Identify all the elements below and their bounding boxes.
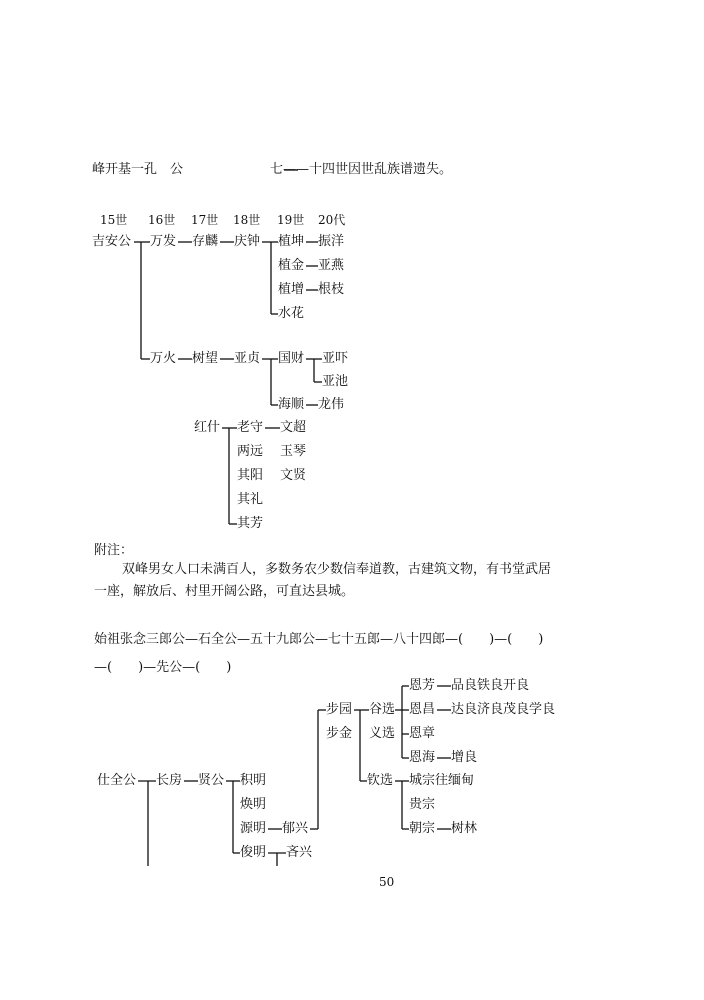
gen-header-18: 18世 bbox=[233, 213, 261, 227]
tree1-hongshi: 红什 bbox=[194, 420, 221, 435]
tree2-qin-kid-0: 城宗往缅甸 bbox=[409, 773, 475, 788]
tree2-xian-kid-2: 源明 bbox=[240, 821, 267, 836]
gen-header-20: 20代 bbox=[318, 213, 346, 227]
tree1-b2-g18: 亚贞 bbox=[234, 351, 261, 366]
tree2-changfang: 长房 bbox=[156, 773, 183, 788]
tree2-qin-kid-2: 朝宗 bbox=[409, 821, 436, 836]
tree2-junming-kid: 吝兴 bbox=[286, 845, 313, 860]
tree2-root: 仕全公 bbox=[97, 773, 137, 788]
tree1-hongshi-kid-4: 其芳 bbox=[237, 516, 264, 531]
tree1-b1-kid-2: 植增 bbox=[278, 282, 305, 297]
tree1-b1: 万发 bbox=[150, 234, 177, 249]
header-left: 峰开基一孔 公 bbox=[92, 162, 184, 177]
tree1-hongshi-grand-0: 文超 bbox=[280, 420, 307, 435]
tree2-en-kid-2: 恩章 bbox=[409, 726, 436, 741]
gen-header-19: 19世 bbox=[277, 213, 305, 227]
gen-header-15: 15世 bbox=[100, 213, 128, 227]
notes-text-line2: 一座，解放后、村里开阔公路，可直达县城。 bbox=[94, 584, 355, 599]
tree2-qinxuan: 钦选 bbox=[367, 773, 394, 788]
tree2-xian-kid-0: 积明 bbox=[240, 773, 267, 788]
tree2-xian-kid-3: 俊明 bbox=[240, 845, 267, 860]
lineage-line2: —( )—先公—( ) bbox=[94, 660, 232, 675]
tree1-b2-g17: 树望 bbox=[192, 351, 219, 366]
tree2-yixuan: 义选 bbox=[369, 726, 396, 741]
tree1-guocai-kid-1: 亚池 bbox=[322, 374, 349, 389]
tree2-enhai-kid: 增良 bbox=[451, 750, 478, 765]
tree2-enchang-kid: 达良济良茂良学良 bbox=[451, 702, 556, 717]
tree1-haishun-kid: 龙伟 bbox=[318, 397, 345, 412]
tree1-b2: 万火 bbox=[150, 351, 177, 366]
tree2-yuanming-kid: 郁兴 bbox=[282, 821, 309, 836]
tree2-xian-kid-1: 焕明 bbox=[240, 797, 267, 812]
tree1-b1-kid-1: 植金 bbox=[278, 258, 305, 273]
gen-header-16: 16世 bbox=[148, 213, 176, 227]
tree2-bujin: 步金 bbox=[326, 726, 353, 741]
tree1-b1-kid-0: 植坤 bbox=[278, 234, 305, 249]
tree2-en-kid-1: 恩昌 bbox=[409, 702, 436, 717]
tree1-guocai-kid-0: 亚吓 bbox=[322, 351, 349, 366]
tree2-buyuan: 步园 bbox=[326, 702, 353, 717]
tree2-enfang-kid: 品良铁良开良 bbox=[451, 678, 530, 693]
tree1-hongshi-grand-1: 玉琴 bbox=[280, 444, 307, 459]
header-right: 七——十四世因世乱族谱遗失。 bbox=[270, 162, 453, 177]
tree2-chaozong-kid: 树林 bbox=[451, 821, 478, 836]
page-number: 50 bbox=[379, 875, 395, 889]
tree1-hongshi-kid-2: 其阳 bbox=[237, 468, 264, 483]
tree1-b1-g17: 存麟 bbox=[192, 234, 219, 249]
gen-header-17: 17世 bbox=[191, 213, 219, 227]
tree1-b1-g18: 庆钟 bbox=[234, 234, 261, 249]
notes-label: 附注： bbox=[94, 543, 134, 558]
tree1-hongshi-kid-0: 老守 bbox=[237, 420, 264, 435]
tree1-b1-grand-1: 亚燕 bbox=[318, 258, 345, 273]
tree2-xiangong: 贤公 bbox=[198, 773, 225, 788]
tree2-qin-kid-1: 贵宗 bbox=[409, 797, 436, 812]
tree1-b2-kid-0: 国财 bbox=[278, 351, 305, 366]
tree1-b2-kid-1: 海顺 bbox=[278, 397, 305, 412]
tree1-b1-grand-2: 根枝 bbox=[318, 282, 345, 297]
tree1-hongshi-grand-2: 文贤 bbox=[280, 468, 307, 483]
notes-text-line1: 双峰男女人口未满百人，多数务农少数信奉道教，古建筑文物，有书堂武居 bbox=[122, 562, 552, 577]
tree1-hongshi-kid-1: 两远 bbox=[237, 444, 264, 459]
tree1-hongshi-kid-3: 其礼 bbox=[237, 492, 264, 507]
lineage-line1: 始祖张念三郎公—石全公—五十九郎公—七十五郎—八十四郎—( )—( ) bbox=[94, 632, 544, 647]
tree2-en-kid-0: 恩芳 bbox=[409, 678, 436, 693]
tree2-guxuan: 谷选 bbox=[369, 702, 396, 717]
tree2-en-kid-3: 恩海 bbox=[409, 750, 436, 765]
tree1-b1-grand-0: 振洋 bbox=[318, 234, 345, 249]
tree1-root: 吉安公 bbox=[92, 234, 132, 249]
tree1-b1-kid-3: 水花 bbox=[278, 306, 305, 321]
